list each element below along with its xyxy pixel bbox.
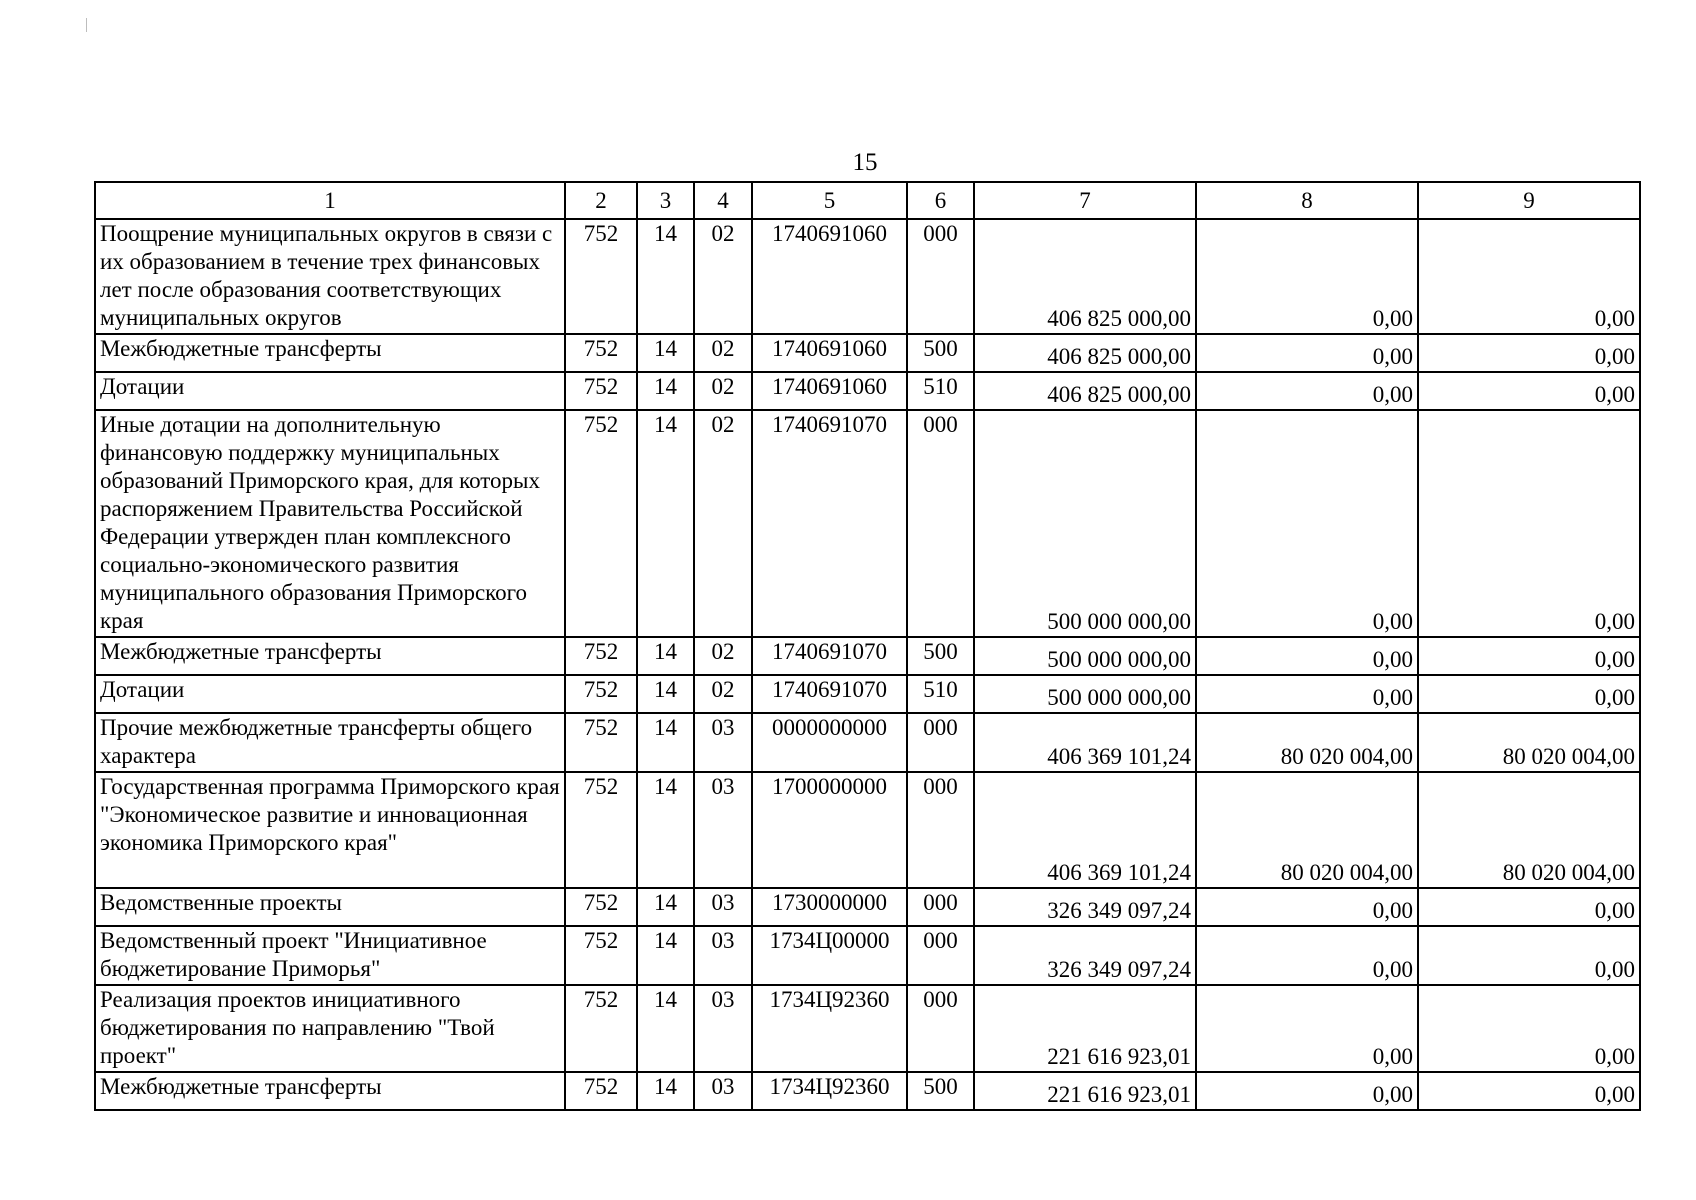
row-section-code: 14 xyxy=(637,985,694,1072)
row-name: Иные дотации на дополнительную финансовую поддержку муниципальных образований Приморского края, для которых распоряжением Правительства Российской Федерации утвержден план комплексного социально-экономического развития муниципального образования Приморского края xyxy=(95,410,565,637)
row-section-code: 14 xyxy=(637,410,694,637)
row-section-code: 14 xyxy=(637,888,694,926)
row-name: Реализация проектов инициативного бюджетирования по направлению "Твой проект" xyxy=(95,985,565,1072)
row-section-code: 14 xyxy=(637,713,694,772)
row-target-code: 1740691060 xyxy=(752,219,907,334)
row-target-code: 1740691060 xyxy=(752,372,907,410)
row-subsection-code: 03 xyxy=(694,985,752,1072)
row-subsection-code: 02 xyxy=(694,410,752,637)
row-amount-col8: 0,00 xyxy=(1196,675,1418,713)
table-row xyxy=(95,372,1640,410)
column-header: 1 xyxy=(95,182,565,219)
page-number: 15 xyxy=(852,149,878,176)
row-amount-col7: 221 616 923,01 xyxy=(974,985,1196,1072)
row-ministry-code: 752 xyxy=(565,926,637,985)
row-amount-col9: 0,00 xyxy=(1418,888,1640,926)
row-ministry-code: 752 xyxy=(565,334,637,372)
budget-table xyxy=(94,181,1641,1111)
row-amount-col9: 0,00 xyxy=(1418,985,1640,1072)
row-name: Дотации xyxy=(95,675,565,713)
column-header: 2 xyxy=(565,182,637,219)
row-expense-type-code: 000 xyxy=(907,713,974,772)
column-number-row xyxy=(95,182,1640,219)
row-amount-col9: 80 020 004,00 xyxy=(1418,713,1640,772)
column-header: 4 xyxy=(694,182,752,219)
row-expense-type-code: 000 xyxy=(907,926,974,985)
row-subsection-code: 02 xyxy=(694,372,752,410)
row-subsection-code: 03 xyxy=(694,888,752,926)
row-amount-col7: 500 000 000,00 xyxy=(974,637,1196,675)
row-amount-col9: 0,00 xyxy=(1418,1072,1640,1110)
scan-margin-mark xyxy=(86,18,87,32)
row-expense-type-code: 000 xyxy=(907,772,974,888)
row-amount-col9: 0,00 xyxy=(1418,675,1640,713)
table-row xyxy=(95,985,1640,1072)
table-row xyxy=(95,1072,1640,1110)
row-target-code: 1734Ц92360 xyxy=(752,1072,907,1110)
row-expense-type-code: 510 xyxy=(907,675,974,713)
row-amount-col9: 0,00 xyxy=(1418,372,1640,410)
row-amount-col8: 0,00 xyxy=(1196,372,1418,410)
row-amount-col7: 326 349 097,24 xyxy=(974,926,1196,985)
row-ministry-code: 752 xyxy=(565,410,637,637)
row-section-code: 14 xyxy=(637,926,694,985)
row-name: Межбюджетные трансферты xyxy=(95,637,565,675)
table-row xyxy=(95,713,1640,772)
row-name: Межбюджетные трансферты xyxy=(95,1072,565,1110)
row-name: Дотации xyxy=(95,372,565,410)
row-section-code: 14 xyxy=(637,772,694,888)
row-subsection-code: 02 xyxy=(694,675,752,713)
row-expense-type-code: 000 xyxy=(907,410,974,637)
row-amount-col7: 406 825 000,00 xyxy=(974,219,1196,334)
row-amount-col8: 0,00 xyxy=(1196,1072,1418,1110)
row-name: Прочие межбюджетные трансферты общего характера xyxy=(95,713,565,772)
row-target-code: 0000000000 xyxy=(752,713,907,772)
column-header: 5 xyxy=(752,182,907,219)
row-amount-col7: 500 000 000,00 xyxy=(974,410,1196,637)
row-name: Поощрение муниципальных округов в связи с их образованием в течение трех финансовых лет после образования соответствующих муниципальных округов xyxy=(95,219,565,334)
row-amount-col9: 0,00 xyxy=(1418,926,1640,985)
table-row xyxy=(95,219,1640,334)
row-target-code: 1730000000 xyxy=(752,888,907,926)
table-row xyxy=(95,410,1640,637)
row-ministry-code: 752 xyxy=(565,713,637,772)
row-subsection-code: 03 xyxy=(694,1072,752,1110)
row-expense-type-code: 000 xyxy=(907,219,974,334)
row-section-code: 14 xyxy=(637,675,694,713)
row-section-code: 14 xyxy=(637,219,694,334)
row-expense-type-code: 500 xyxy=(907,1072,974,1110)
row-amount-col7: 326 349 097,24 xyxy=(974,888,1196,926)
table-row xyxy=(95,888,1640,926)
row-expense-type-code: 000 xyxy=(907,888,974,926)
row-amount-col7: 500 000 000,00 xyxy=(974,675,1196,713)
row-section-code: 14 xyxy=(637,637,694,675)
row-section-code: 14 xyxy=(637,372,694,410)
row-target-code: 1740691060 xyxy=(752,334,907,372)
row-amount-col7: 221 616 923,01 xyxy=(974,1072,1196,1110)
row-amount-col8: 0,00 xyxy=(1196,926,1418,985)
row-target-code: 1734Ц00000 xyxy=(752,926,907,985)
row-amount-col7: 406 369 101,24 xyxy=(974,772,1196,888)
row-amount-col8: 80 020 004,00 xyxy=(1196,772,1418,888)
row-subsection-code: 03 xyxy=(694,772,752,888)
row-name: Ведомственные проекты xyxy=(95,888,565,926)
row-target-code: 1700000000 xyxy=(752,772,907,888)
table-row xyxy=(95,926,1640,985)
row-ministry-code: 752 xyxy=(565,372,637,410)
row-target-code: 1740691070 xyxy=(752,675,907,713)
row-name: Государственная программа Приморского края "Экономическое развитие и инновационная экономика Приморского края" xyxy=(95,772,565,888)
row-expense-type-code: 510 xyxy=(907,372,974,410)
row-amount-col9: 0,00 xyxy=(1418,410,1640,637)
row-ministry-code: 752 xyxy=(565,985,637,1072)
row-ministry-code: 752 xyxy=(565,772,637,888)
row-amount-col8: 0,00 xyxy=(1196,219,1418,334)
row-amount-col9: 0,00 xyxy=(1418,334,1640,372)
table-row xyxy=(95,772,1640,888)
row-subsection-code: 02 xyxy=(694,637,752,675)
row-amount-col8: 0,00 xyxy=(1196,334,1418,372)
row-amount-col8: 0,00 xyxy=(1196,410,1418,637)
row-subsection-code: 03 xyxy=(694,713,752,772)
column-header: 7 xyxy=(974,182,1196,219)
column-header: 3 xyxy=(637,182,694,219)
row-ministry-code: 752 xyxy=(565,675,637,713)
row-ministry-code: 752 xyxy=(565,888,637,926)
row-amount-col9: 0,00 xyxy=(1418,637,1640,675)
row-expense-type-code: 500 xyxy=(907,637,974,675)
row-amount-col7: 406 369 101,24 xyxy=(974,713,1196,772)
row-target-code: 1734Ц92360 xyxy=(752,985,907,1072)
row-section-code: 14 xyxy=(637,1072,694,1110)
column-header: 6 xyxy=(907,182,974,219)
row-amount-col7: 406 825 000,00 xyxy=(974,334,1196,372)
row-ministry-code: 752 xyxy=(565,637,637,675)
row-amount-col8: 0,00 xyxy=(1196,637,1418,675)
column-header: 8 xyxy=(1196,182,1418,219)
row-ministry-code: 752 xyxy=(565,1072,637,1110)
table-row xyxy=(95,637,1640,675)
row-target-code: 1740691070 xyxy=(752,637,907,675)
row-name: Ведомственный проект "Инициативное бюджетирование Приморья" xyxy=(95,926,565,985)
row-name: Межбюджетные трансферты xyxy=(95,334,565,372)
row-subsection-code: 02 xyxy=(694,334,752,372)
row-expense-type-code: 500 xyxy=(907,334,974,372)
row-amount-col8: 80 020 004,00 xyxy=(1196,713,1418,772)
row-ministry-code: 752 xyxy=(565,219,637,334)
row-subsection-code: 02 xyxy=(694,219,752,334)
row-amount-col7: 406 825 000,00 xyxy=(974,372,1196,410)
table-row xyxy=(95,334,1640,372)
row-subsection-code: 03 xyxy=(694,926,752,985)
row-amount-col8: 0,00 xyxy=(1196,888,1418,926)
row-target-code: 1740691070 xyxy=(752,410,907,637)
row-amount-col9: 80 020 004,00 xyxy=(1418,772,1640,888)
column-header: 9 xyxy=(1418,182,1640,219)
row-amount-col8: 0,00 xyxy=(1196,985,1418,1072)
row-section-code: 14 xyxy=(637,334,694,372)
row-amount-col9: 0,00 xyxy=(1418,219,1640,334)
table-row xyxy=(95,675,1640,713)
row-expense-type-code: 000 xyxy=(907,985,974,1072)
